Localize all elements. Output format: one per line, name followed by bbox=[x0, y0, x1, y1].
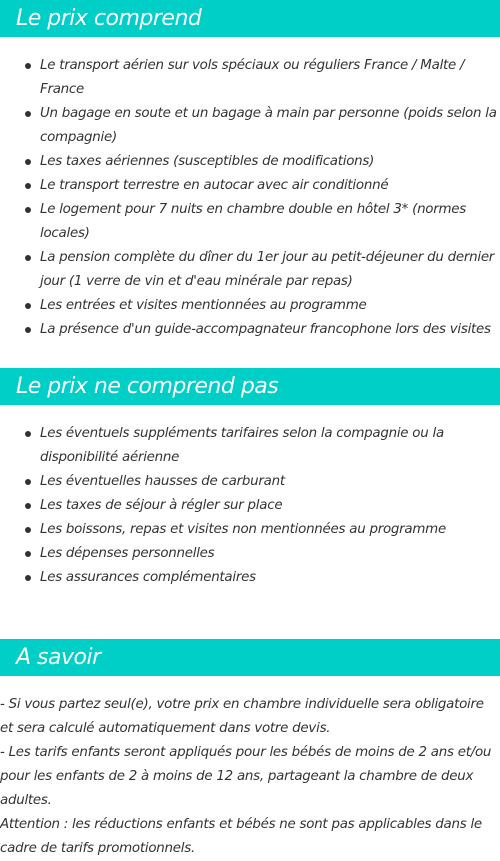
bullet-icon bbox=[25, 303, 31, 309]
price-includes-list bbox=[0, 54, 500, 342]
list-item bbox=[0, 174, 500, 198]
bullet-icon bbox=[25, 527, 31, 533]
list-item-text: Les boissons, repas et visites non mentionnées au programme bbox=[40, 522, 446, 537]
bullet-icon bbox=[25, 575, 31, 581]
price-excludes-list bbox=[0, 422, 500, 590]
list-item bbox=[0, 470, 500, 494]
bullet-icon bbox=[25, 255, 31, 261]
section-title-price-excludes: Le prix ne comprend pas bbox=[0, 368, 500, 405]
bullet-icon bbox=[25, 551, 31, 557]
list-item bbox=[0, 198, 500, 246]
list-item-text: Les éventuelles hausses de carburant bbox=[40, 474, 285, 489]
list-item bbox=[0, 318, 500, 342]
list-item-text: Le transport aérien sur vols spéciaux ou réguliers France / Malte / France bbox=[40, 58, 465, 97]
bullet-icon bbox=[25, 207, 31, 213]
list-item-text: Les taxes aériennes (susceptibles de modifications) bbox=[40, 154, 375, 169]
list-item-text: Le logement pour 7 nuits en chambre double en hôtel 3* (normes locales) bbox=[40, 202, 467, 241]
list-item bbox=[0, 422, 500, 470]
list-item bbox=[0, 542, 500, 566]
list-item-text: Le transport terrestre en autocar avec air conditionné bbox=[40, 178, 389, 193]
list-item bbox=[0, 566, 500, 590]
section-title-good-to-know: A savoir bbox=[0, 639, 500, 676]
list-item-text: Les taxes de séjour à régler sur place bbox=[40, 498, 283, 513]
bullet-icon bbox=[25, 479, 31, 485]
list-item-text: La pension complète du dîner du 1er jour au petit-déjeuner du dernier jour (1 verre de vin et d'eau minérale par repas) bbox=[40, 250, 495, 289]
bullet-icon bbox=[25, 183, 31, 189]
list-item bbox=[0, 518, 500, 542]
bullet-icon bbox=[25, 63, 31, 69]
bullet-icon bbox=[25, 431, 31, 437]
list-item-text: Un bagage en soute et un bagage à main par personne (poids selon la compagnie) bbox=[40, 106, 497, 145]
list-item-text: Les dépenses personnelles bbox=[40, 546, 215, 561]
list-item bbox=[0, 246, 500, 294]
list-item-text: Les éventuels suppléments tarifaires selon la compagnie ou la disponibilité aérienne bbox=[40, 426, 444, 465]
list-item-text: Les entrées et visites mentionnées au programme bbox=[40, 298, 367, 313]
list-item bbox=[0, 150, 500, 174]
list-item-text: Les assurances complémentaires bbox=[40, 570, 256, 585]
bullet-icon bbox=[25, 503, 31, 509]
list-item bbox=[0, 294, 500, 318]
list-item bbox=[0, 54, 500, 102]
section-title-price-includes: Le prix comprend bbox=[0, 0, 500, 37]
bullet-icon bbox=[25, 159, 31, 165]
list-item-text: La présence d'un guide-accompagnateur francophone lors des visites bbox=[40, 322, 491, 337]
list-item bbox=[0, 494, 500, 518]
list-item bbox=[0, 102, 500, 150]
note-paragraph: - Les tarifs enfants seront appliqués pour les bébés de moins de 2 ans et/ou pour les enfants de 2 à moins de 12 ans, partageant la chambre de deux adultes. bbox=[0, 745, 492, 808]
bullet-icon bbox=[25, 111, 31, 117]
bullet-icon bbox=[25, 327, 31, 333]
note-paragraph: - Si vous partez seul(e), votre prix en chambre individuelle sera obligatoire et sera calculé automatiquement dans votre devis. bbox=[0, 697, 484, 736]
note-paragraph: Attention : les réductions enfants et bébés ne sont pas applicables dans le cadre de tarifs promotionnels. bbox=[0, 817, 482, 856]
